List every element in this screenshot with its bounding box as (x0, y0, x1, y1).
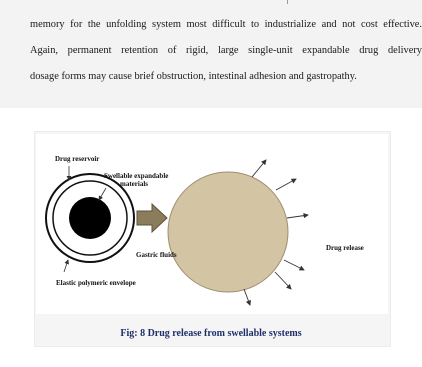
elastic-envelope-label: Elastic polymeric envelope (56, 279, 136, 287)
release-arrow (275, 272, 291, 289)
body-paragraph (30, 12, 422, 90)
figure-caption: Fig: 8 Drug release from swellable systems (120, 328, 302, 339)
paragraph-line: Again, permanent retention of rigid, large single-unit expandable drug delivery (30, 45, 422, 56)
release-arrow (287, 215, 308, 218)
envelope-pointer (64, 260, 68, 272)
transition-arrow (137, 204, 167, 232)
paragraph-line: dosage forms may cause brief obstruction, intestinal adhesion and gastropathy. (30, 71, 357, 82)
paragraph-line: memory for the unfolding system most difficult to industrialize and not cost effective. (30, 19, 422, 30)
drug-reservoir-label: Drug reservoir (55, 155, 100, 163)
gastric-fluids-label: Gastric fluids (136, 251, 177, 259)
release-arrow (284, 260, 304, 270)
release-arrow (252, 160, 266, 177)
release-arrow (276, 179, 296, 190)
swellable-materials-label-line2: materials (120, 180, 148, 188)
drug-release-label: Drug release (326, 244, 364, 252)
swollen-system (168, 172, 288, 292)
swellable-materials-label-line1: Swellable expandable (104, 172, 169, 180)
drug-reservoir-core (69, 197, 111, 239)
page-text-region (0, 0, 422, 108)
column-divider (287, 0, 288, 4)
release-arrow (244, 289, 250, 305)
